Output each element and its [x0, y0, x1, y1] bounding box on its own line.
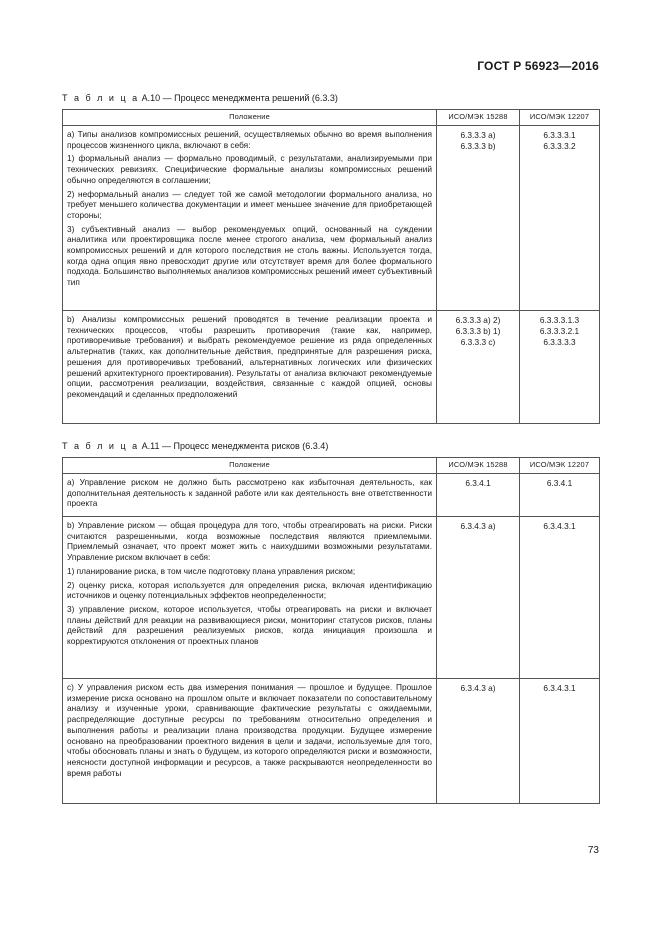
- caption-prefix: Т а б л и ц а: [62, 93, 140, 103]
- clause-ref: 6.3.4.3.1: [543, 521, 576, 531]
- caption-text: А.11 — Процесс менеджмента рисков (6.3.4): [141, 441, 329, 451]
- column-header-iso15288: ИСО/МЭК 15288: [437, 110, 520, 126]
- clause-ref: 6.3.3.3 b) 1): [455, 326, 501, 336]
- paragraph: а) Типы анализов компромиссных решений, осуществляемых обычно во время выполнения процессов жизненного цикла, включают в себя:: [67, 129, 432, 150]
- iso15288-cell: [437, 311, 520, 424]
- position-cell: [63, 679, 437, 804]
- clause-ref: 6.3.3.3 a): [460, 130, 496, 140]
- table-a10: [62, 109, 600, 424]
- position-cell: [63, 474, 437, 517]
- iso12207-cell: [520, 126, 600, 311]
- column-header-iso12207: ИСО/МЭК 12207: [520, 458, 600, 474]
- iso15288-cell: [437, 517, 520, 679]
- paragraph: 3) субъективный анализ — выбор рекомендуемых опций, основанный на суждении аналитика или проектировщика после менее строгого анализа, чем формальный анализ компромиссных решений и для которого последствия не столь важны. Используется тогда, когда одна опция явно превосходит другие или отсутствует время для более формального подхода. Большинство выполняемых анализов компромиссных решений имеет субъективный тип: [67, 223, 432, 288]
- paragraph: а) Управление риском не должно быть рассмотрено как избыточная деятельность, как дополнительная деятельность к заданной работе или как деятельность вне ответственности проекта: [67, 477, 432, 509]
- clause-ref: 6.3.4.3 a): [460, 521, 496, 531]
- position-cell: [63, 126, 437, 311]
- clause-ref: 6.3.3.3 c): [460, 337, 496, 347]
- position-cell: [63, 517, 437, 679]
- table-a10-caption: [62, 93, 338, 103]
- clause-ref: 6.3.4.1: [546, 478, 573, 488]
- clause-ref: 6.3.3.3.2: [543, 141, 576, 151]
- caption-prefix: Т а б л и ц а: [62, 441, 140, 451]
- paragraph: 2) оценку риска, которая используется для определения риска, включая идентификацию источников и оценку потенциальных эффектов неопределенности;: [67, 579, 432, 601]
- iso12207-cell: [520, 474, 600, 517]
- caption-text: А.10 — Процесс менеджмента решений (6.3.3): [141, 93, 338, 103]
- table-row: [63, 474, 600, 517]
- column-header-iso15288: ИСО/МЭК 15288: [437, 458, 520, 474]
- paragraph: b) Анализы компромиссных решений проводятся в течение реализации проекта и технических процессов, чтобы разрешить противоречия (такие как, например, противоречивые требования) и выбрать рекомендуемое решение из ряда определенных альтернатив (таких, как дополнительные действия, предпринятые для разрешения риска, решения для противоречивых требований, альтернативных логических или физических решений архитектурного проектирования). Результаты от анализа включают рекомендуемые опции, рассмотрения реализации, воздействия, связанные с каждой опцией, основы рекомендаций и сделанных предположений: [67, 314, 432, 399]
- clause-ref: 6.3.4.3.1: [543, 683, 576, 693]
- document-id: ГОСТ Р 56923—2016: [477, 59, 599, 73]
- table-a11: [62, 457, 600, 804]
- table-row: [63, 126, 600, 311]
- clause-ref: 6.3.3.3.1.3: [539, 315, 580, 325]
- clause-ref: 6.3.4.3 a): [460, 683, 496, 693]
- column-header-position: Положение: [63, 110, 437, 126]
- iso12207-cell: [520, 679, 600, 804]
- iso12207-cell: [520, 517, 600, 679]
- iso15288-cell: [437, 126, 520, 311]
- iso15288-cell: [437, 474, 520, 517]
- clause-ref: 6.3.3.3.1: [543, 130, 576, 140]
- table-row: [63, 517, 600, 679]
- clause-ref: 6.3.3.3 a) 2): [455, 315, 501, 325]
- paragraph: 1) формальный анализ — формально проводимый, с результатами, анализируемыми при технических ревизиях. Специфические формальные анализы компромиссных решений обычно определяются в соглашении;: [67, 153, 432, 185]
- iso12207-cell: [520, 311, 600, 424]
- table-a11-caption: [62, 441, 328, 451]
- clause-ref: 6.3.3.3 b): [460, 141, 496, 151]
- table-row: [63, 679, 600, 804]
- paragraph: 2) неформальный анализ — следует той же самой методологии формального анализа, но требует меньшего количества документации и имеет меньшее значение для приобретающей стороны;: [67, 188, 432, 220]
- clause-ref: 6.3.3.3.3: [543, 337, 576, 347]
- paragraph: 3) управление риском, которое используется, чтобы отреагировать на риски и включает планы действий для реакции на развивающиеся риски, мониторинг статусов рисков, планы действий для разрешения реализуемых рисков, когда инициация произошла и корректируются отклонения от проектных планов: [67, 603, 432, 647]
- paragraph: 1) планирование риска, в том числе подготовку плана управления риском;: [67, 565, 356, 576]
- paragraph: с) У управления риском есть два измерения понимания — прошлое и будущее. Прошлое измерение риска основано на прошлом опыте и включает показатели по сопоставительному анализу и изученные уроки, сравнивающие фактические результаты с ожидаемыми, распределяющие доступные ресурсы по требованиям относительно определения и выполнения работы и реализации плана производства продукции. Будущее измерение основано на преобразовании проектного видения в цели и задачи, используемые для того, чтобы обосновать планы и знать о будущем, из которого определяются риски и возможности, неясности доступной информации и ресурсов, а также раскрываются неопределенности во время работы: [67, 682, 432, 778]
- table-header-row: [63, 458, 600, 474]
- page-number: 73: [587, 845, 599, 856]
- iso15288-cell: [437, 679, 520, 804]
- column-header-iso12207: ИСО/МЭК 12207: [520, 110, 600, 126]
- table-row: [63, 311, 600, 424]
- position-cell: [63, 311, 437, 424]
- paragraph: b) Управление риском — общая процедура для того, чтобы отреагировать на риски. Риски считаются разрешенными, когда возможные последствия являются приемлемыми. Приемлемый означает, что проект может жить с наихудшими возможными результатами. Управление риском включает в себя:: [67, 520, 432, 563]
- column-header-position: Положение: [63, 458, 437, 474]
- clause-ref: 6.3.3.3.2.1: [539, 326, 580, 336]
- clause-ref: 6.3.4.1: [465, 478, 491, 488]
- table-header-row: [63, 110, 600, 126]
